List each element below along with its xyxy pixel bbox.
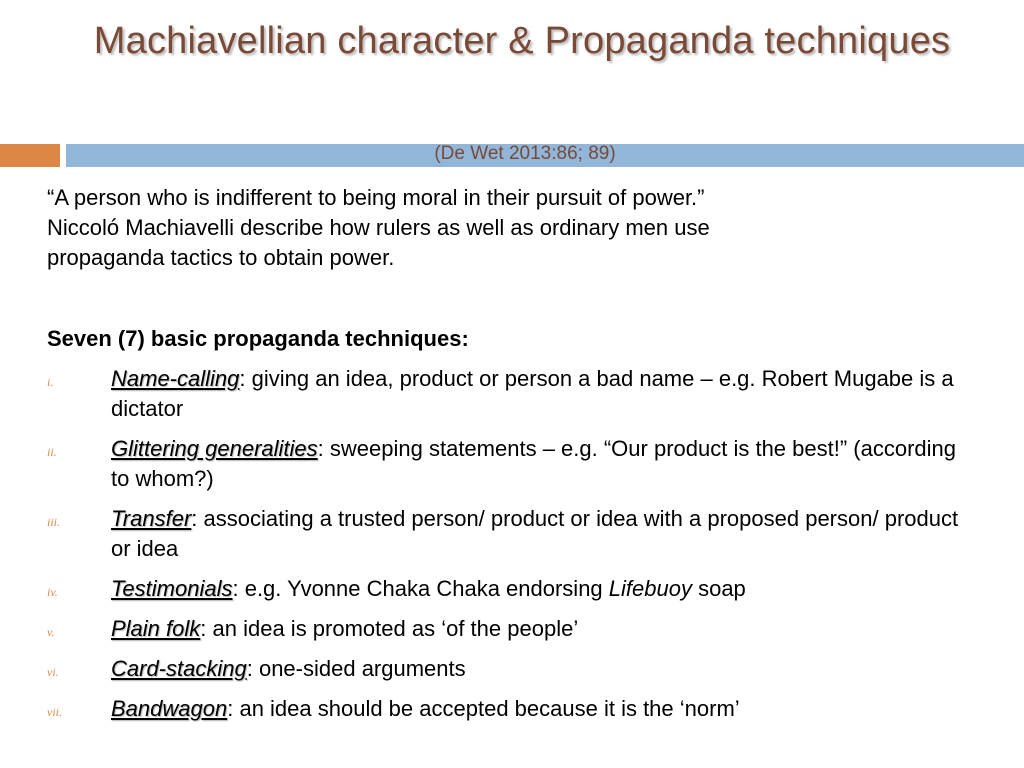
term-colon: :	[191, 506, 198, 531]
list-item	[47, 614, 977, 644]
term-colon: :	[227, 696, 234, 721]
technique-term: Bandwagon	[111, 696, 228, 721]
product-name: Lifebuoy	[608, 576, 692, 601]
technique-description: giving an idea, product or person a bad name – e.g. Robert Mugabe is a dictator	[111, 366, 954, 421]
technique-term: Transfer	[111, 506, 192, 531]
list-number: ii.	[47, 445, 57, 459]
intro-line: “A person who is indifferent to being moral in their pursuit of power.”	[47, 185, 705, 210]
list-number: i.	[47, 375, 54, 389]
list-number: vii.	[47, 705, 62, 719]
list-number: v.	[47, 625, 55, 639]
intro-paragraph	[47, 183, 977, 273]
technique-description: sweeping statements – e.g. “Our product is the best!” (according to whom?)	[111, 436, 956, 491]
list-number: iv.	[47, 585, 58, 599]
term-colon: :	[246, 656, 253, 681]
list-heading: Seven (7) basic propaganda techniques:	[47, 326, 469, 351]
list-item	[47, 654, 977, 684]
term-colon: :	[200, 616, 207, 641]
technique-term: Card-stacking	[111, 656, 247, 681]
technique-term: Glittering generalities	[111, 436, 318, 461]
technique-description: an idea is promoted as ‘of the people’	[206, 616, 579, 641]
list-item	[47, 574, 977, 604]
techniques-list	[47, 364, 977, 734]
term-colon: :	[239, 366, 246, 391]
list-item	[47, 504, 977, 564]
technique-term: Testimonials	[111, 576, 233, 601]
list-item	[47, 434, 977, 494]
intro-line: Niccoló Machiavelli describe how rulers as well as ordinary men use	[47, 215, 710, 240]
list-item	[47, 694, 977, 724]
technique-description-tail: soap	[691, 576, 746, 601]
slide-citation: (De Wet 2013:86; 89)	[434, 143, 616, 164]
intro-line: propaganda tactics to obtain power.	[47, 245, 395, 270]
list-number: iii.	[47, 515, 61, 529]
technique-term: Plain folk	[111, 616, 201, 641]
term-colon: :	[232, 576, 239, 601]
header-bar-orange	[0, 144, 60, 167]
term-colon: :	[317, 436, 324, 461]
technique-description: an idea should be accepted because it is the ‘norm’	[233, 696, 740, 721]
list-item	[47, 364, 977, 424]
slide-title: Machiavellian character & Propaganda techniques	[93, 20, 951, 62]
technique-description: e.g. Yvonne Chaka Chaka endorsing	[238, 576, 609, 601]
technique-description: one-sided arguments	[252, 656, 466, 681]
technique-description: associating a trusted person/ product or idea with a proposed person/ product or idea	[111, 506, 959, 561]
list-number: vi.	[47, 665, 59, 679]
technique-term: Name-calling	[111, 366, 240, 391]
